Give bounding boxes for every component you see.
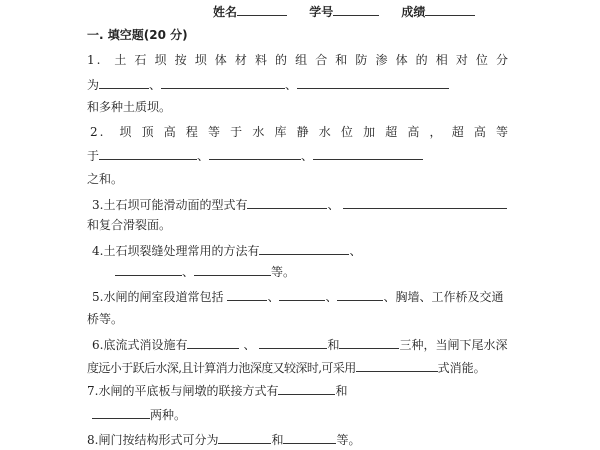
q7-suffix: 两种。 [150,408,187,422]
q8-blank-1[interactable] [218,431,271,444]
q1-line2 [87,76,449,93]
sep: 、 [349,244,362,258]
q4-blank-1[interactable] [259,242,349,255]
q6-suffix: 三种，当闸下尾水深 [399,338,508,352]
and: 和 [327,338,340,352]
section-title: 一. 填空题(20 分) [87,28,188,42]
q8-suffix: 等。 [336,433,361,447]
q5-blank-2[interactable] [279,288,325,301]
q3-blank-2[interactable] [343,196,507,209]
q6-blank-2[interactable] [259,336,327,349]
q6-blank-3[interactable] [339,336,399,349]
name-blank[interactable] [237,3,287,16]
q5-line2: 桥等。 [87,312,124,326]
q6-line2 [87,359,486,376]
q5-prefix: 5.水闸的闸室段道常包括 [92,290,224,304]
q8-prefix: 8.闸门按结构形式可分为 [87,433,219,447]
sep: 、 [327,198,340,212]
score-blank[interactable] [425,3,475,16]
q5-suffix: 、胸墙、工作桥及交通 [383,290,504,304]
q3-blank-1[interactable] [247,196,327,209]
id-blank[interactable] [333,3,379,16]
q2-line1: 2. 坝顶高程等于水库静水位加超高，超高等 [90,125,510,139]
q1-line3: 和多种土质坝。 [87,100,172,114]
q1-blank-1[interactable] [99,76,149,89]
and: 和 [335,384,348,398]
q6-line2-prefix: 度远小于跃后水深,且计算消力池深度又较深时,可采用 [87,361,356,375]
q5-blank-1[interactable] [227,288,267,301]
q6-blank-1[interactable] [187,336,239,349]
q1-prefix: 为 [87,78,100,92]
q4-line1 [92,242,361,259]
q3-line2: 和复合滑裂面。 [87,218,172,232]
q4-line2 [115,263,295,280]
id-label: 学号 [309,5,334,19]
q7-line2 [92,406,186,423]
q7-line1 [87,382,347,399]
score-label: 成绩 [401,5,426,19]
q7-prefix: 7.水闸的平底板与闸墩的联接方式有 [87,384,279,398]
student-info-header [213,3,475,20]
q4-blank-3[interactable] [194,263,271,276]
q7-blank-2[interactable] [92,406,150,419]
q2-blank-2[interactable] [209,147,301,160]
q6-line2-suffix: 式消能。 [437,361,486,375]
sep: 、 [243,338,256,352]
q1-blank-2[interactable] [161,76,285,89]
q3-prefix: 3.土石坝可能滑动面的型式有 [92,198,248,212]
sep: 、 [149,78,162,92]
q2-prefix: 于 [87,149,100,163]
sep: 、 [182,265,195,279]
q4-prefix: 4.土石坝裂缝处理常用的方法有 [92,244,260,258]
q4-blank-2[interactable] [115,263,182,276]
q6-blank-4[interactable] [356,359,438,372]
q5-blank-3[interactable] [337,288,383,301]
sep: 、 [301,149,314,163]
sep: 、 [197,149,210,163]
q2-blank-1[interactable] [99,147,197,160]
q2-line3: 之和。 [87,172,124,186]
q5-line1 [92,288,504,305]
q1-line1: 1. 土石坝按坝体材料的组合和防渗体的相对位分 [87,53,510,67]
q1-blank-3[interactable] [297,76,449,89]
q2-line2 [87,147,423,164]
q2-blank-3[interactable] [313,147,423,160]
and: 和 [271,433,284,447]
sep: 、 [285,78,298,92]
q6-line1 [92,336,508,353]
sep: 、 [267,290,280,304]
name-label: 姓名 [213,5,238,19]
q7-blank-1[interactable] [278,382,335,395]
q4-suffix: 等。 [271,265,296,279]
q3-line1 [92,196,507,213]
q8-line1 [87,431,360,448]
q8-blank-2[interactable] [283,431,336,444]
q6-prefix: 6.底流式消设施有 [92,338,188,352]
sep: 、 [325,290,338,304]
